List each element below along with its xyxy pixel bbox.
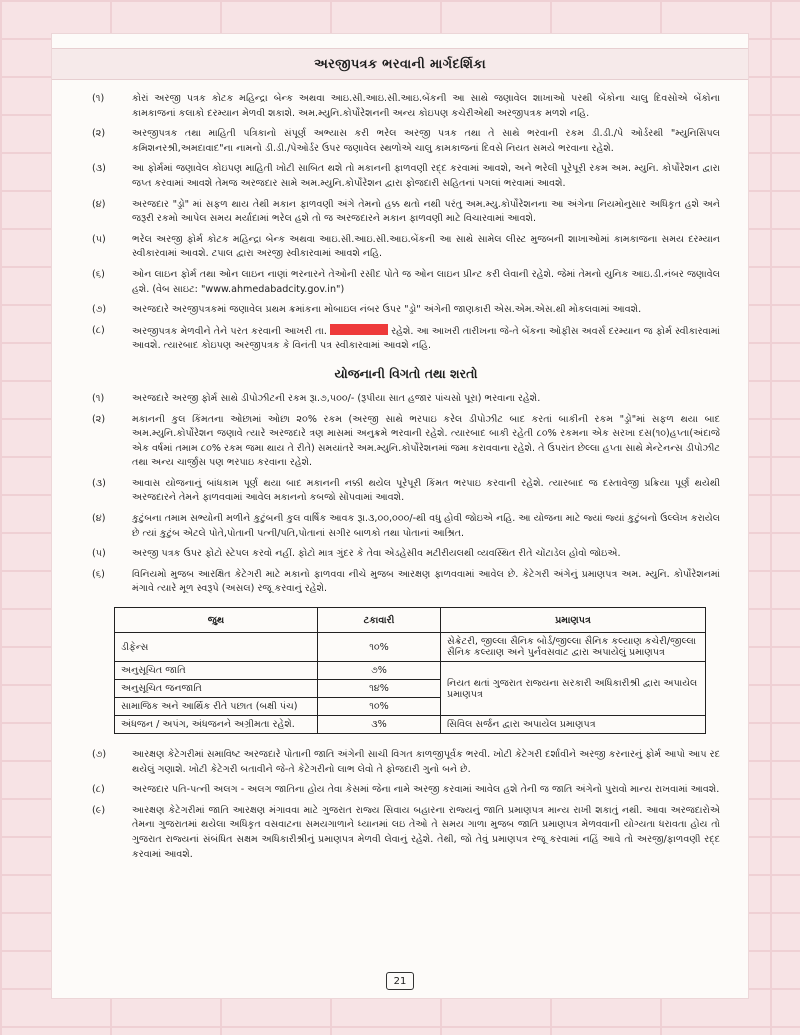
redaction-box	[330, 324, 388, 335]
document-sheet	[52, 34, 748, 998]
item-number: (૯)	[92, 804, 106, 816]
guidelines-list	[92, 92, 720, 318]
group-cell: સામાજિક અને આર્થિક રીતે પછાત (બક્ષી પંચ)	[115, 698, 318, 716]
condition-item	[92, 392, 720, 407]
condition-item	[92, 512, 720, 541]
table-header: ટકાવારી	[318, 608, 441, 633]
item-text: અરજદાર "ડ્રો" માં સફળ થાય તેથી મકાન ફાળવણી અંગે તેમનો હક્ક થતો નથી પરંતુ અમ.મ્યુ.કોર્પોરેશનના આ અંગેના નિયમોનુસાર અધિકૃત હશે અને જરૂરી રકમો આપેલ સમય મર્યાદામાં ભરેલ હશે તો જ અરજદારને મકાન ફાળવણી માટે વિચારવામાં આવશે.	[132, 198, 720, 225]
item-text: અરજદારે અરજીપત્રકમાં જણાવેલ પ્રથમ ક્રમાંકના મોબાઇલ નંબર ઉપર "ડ્રો" અંગેની જાણકારી એસ.એમ.એસ.થી મોકલવામાં આવશે.	[132, 304, 642, 316]
item-text: મકાનની કુલ કિંમતના ઓછામાં ઓછા ૨૦% રકમ (અરજી સાથે ભરપાઇ કરેલ ડીપોઝીટ બાદ કરતાં બાકીની રકમ "ડ્રો"માં સફળ થયા બાદ અમ.મ્યુનિ.કોર્પોરેશન જણાવે ત્યારે અરજદારે ત્રણ માસમાં અનુક્રમે ભરવાની રહેશે. ત્યારબાદ બાકી રહેતી ૮૦% રકમના એક સરખા દસ(૧૦)હપ્તા(અંદાજે એક વર્ષમાં તમામ ૮૦% રકમ જમા થાય તે રીતે) સમયાંતરે અમ.મ્યુનિ.કોર્પોરેશનમાં જમા કરાવવાના રહેશે. તે ઉપરાંત છેલ્લા હપ્તા સાથે મેન્ટેનન્સ ડીપોઝીટ તથા અન્ય ચાર્જીસ પણ ભરપાઇ કરવાના રહેશે.	[132, 413, 720, 469]
condition-item	[92, 783, 720, 798]
certificate-cell: સિવિલ સર્જન દ્વારા અપાયેલ પ્રમાણપત્ર	[441, 716, 706, 734]
item-text: અરજીપત્રક તથા માહિતી પત્રિકાનો સંપૂર્ણ અભ્યાસ કરી ભરેલ અરજી પત્રક તથા તે સાથે ભરવાની રકમ ડી.ડી./પે ઓર્ડરથી "મ્યુનિસિપલ કમિશનરશ્રી,અમદાવાદ"ના નામનો ડી.ડી./પેઓર્ડર ઉપર જણાવેલ સ્થળોએ ચાલુ કામકાજનાં દિવસે નિયત સમયે ભરવાના રહેશે.	[132, 128, 720, 154]
conditions-list-continued	[92, 748, 720, 862]
table-header: જુથ	[115, 608, 318, 633]
item-number: (૨)	[92, 128, 106, 140]
item-number: (૭)	[92, 749, 107, 761]
item-number: (૬)	[92, 568, 105, 580]
item-number: (૫)	[92, 548, 106, 560]
item-text: અરજી પત્રક ઉપર ફોટો સ્ટેપલ કરવો નહીં. ફોટો માત્ર ગુંદર કે તેવા એડહેસીવ મટીરીયલથી વ્યવસ્થિત રીતે ચોંટાડેલ હોવો જોઇએ.	[132, 548, 621, 560]
table-header: પ્રમાણપત્ર	[441, 608, 706, 633]
group-cell: ડીફેન્સ	[115, 633, 318, 662]
condition-item	[92, 477, 720, 506]
item8-text-before: અરજીપત્રક મેળવીને તેને પરત કરવાની આખરી તા.	[132, 325, 327, 337]
condition-item	[92, 804, 720, 862]
item-number: (૬)	[92, 268, 105, 280]
group-cell: અંધજન / અપંગ, અંધજનને અગ્રીમતા રહેશે.	[115, 716, 318, 734]
item-text: આરક્ષણ કેટેગરીમાં સમાવિષ્ટ અરજદારે પોતાની જાતિ અંગેની સાચી વિગત કાળજીપૂર્વક ભરવી. ખોટી કેટેગરી દર્શાવીને અરજી કરનારનું ફોર્મ આપો આપ રદ થયેલું ગણાશે. ખોટી કેટેગરી બતાવીને જે-તે કેટેગરીનો લાભ લેવો તે ફોજદારી ગુનો બને છે.	[132, 749, 720, 775]
percent-cell: ૧૪%	[318, 680, 441, 698]
guideline-item	[92, 198, 720, 227]
table-header-row	[115, 608, 706, 633]
item-number: (૧)	[92, 93, 105, 104]
table-row	[115, 633, 706, 662]
title-banner	[52, 48, 748, 80]
guideline-item	[92, 303, 720, 318]
certificate-cell: નિયત થતાં ગુજરાત રાજ્યના સરકારી અધિકારીશ્રી દ્વારા અપાયેલ પ્રમાણપત્ર	[441, 662, 706, 716]
item-number: (૫)	[92, 233, 106, 245]
condition-item	[92, 568, 720, 597]
guideline-item	[92, 162, 720, 191]
reservation-table	[114, 607, 706, 734]
guideline-item	[92, 268, 720, 297]
section-title: યોજનાની વિગતો તથા શરતો	[334, 365, 478, 381]
item-text: વિનિયમો મુજબ આરક્ષિત કેટેગરી માટે મકાનો ફાળવવા નીચે મુજબ આરક્ષણ ફાળવવામાં આવેલ છે. કેટેગરી અંગેનું પ્રમાણપત્ર અમ. મ્યુનિ. કોર્પોરેશનમાં મંગાવે ત્યારે મૂળ સ્વરૂપે (અસલ) રજૂ કરવાનું રહેશે.	[132, 568, 720, 595]
item-text: અરજદાર પતિ-પત્ની અલગ - અલગ જાતિના હોય તેવા કેસમાં જેના નામે અરજી કરવામાં આવેલ હશે તેની જ જાતિ અંગેનો પુરાવો માન્ય રાખવામાં આવશે.	[132, 784, 720, 796]
item-text: આરક્ષણ કેટેગરીમાં જાતિ આરક્ષણ મંગાવવા માટે ગુજરાત રાજ્ય સિવાય બહારના રાજ્યનું જાતિ પ્રમાણપત્ર માન્ય રાખી શકાતું નથી. આવા અરજદારોએ તેમના ગુજરાતમાં થયેલા અધિકૃત વસવાટના સમયગાળાને ધ્યાનમાં લઇ તેઓ તે સમય ગાળા મુજબ જાતિ પ્રમાણપત્ર મેળવવાની યોગ્યતા ધરાવતા હોય તો ગુજરાત રાજ્યનાં સંબંધિત સક્ષમ અધિકારીશ્રીનું પ્રમાણપત્ર મેળવી લેવાનું રહેશે. તેથી, જો તેવું પ્રમાણપત્ર રજૂ કરવામાં નહિં આવે તો અરજી/ફાળવણી રદ્દ કરવામાં આવશે.	[132, 804, 720, 860]
item-text	[132, 324, 720, 354]
item-number: (૮)	[92, 324, 105, 336]
item-text: આવાસ યોજનાનું બાંધકામ પૂર્ણ થયા બાદ મકાનની નક્કી થયેલ પૂરેપૂરી કિંમત ભરપાઇ કરવાની રહેશે. ત્યારબાદ જ દસ્તાવેજી પ્રક્રિયા પૂર્ણ થયેથી અરજદારને તેમને ફાળવવામાં આવેલ મકાનનો કબજો સોંપવામાં આવશે.	[132, 477, 720, 504]
percent-cell: ૧૦%	[318, 698, 441, 716]
percent-cell: ૧૦%	[318, 633, 441, 662]
group-cell: અનુસૂચિત જાતિ	[115, 662, 318, 680]
group-cell: અનુસૂચિત જનજાતિ	[115, 680, 318, 698]
item-number: (૨)	[92, 413, 106, 425]
item-number: (૪)	[92, 198, 106, 210]
condition-item	[92, 413, 720, 471]
guideline-item-8	[92, 324, 720, 354]
item-number: (૭)	[92, 304, 107, 316]
percent-cell: ૩%	[318, 716, 441, 734]
item-number: (૪)	[92, 513, 106, 525]
item8-text-after: રહેશે. આ આખરી તારીખના જે-તે બેંકના ઓફીસ અવર્સ દરમ્યાન જ ફોર્મ સ્વીકારવામાં આવશે. ત્યારબાદ કોઇપણ અરજીપત્રક કે વિનંતી પત્ર સ્વીકારવામાં આવશે નહિ.	[132, 325, 720, 352]
certificate-cell: સેક્રેટરી, જીલ્લા સૈનિક બોર્ડ/જીલ્લા સૈનિક કલ્યાણ કચેરી/જીલ્લા સૈનિક કલ્યાણ અને પુર્નવસવાટ દ્વારા અપાયેલું પ્રમાણપત્ર	[441, 633, 706, 662]
item-number: (૮)	[92, 784, 105, 796]
item-text: ભરેલ અરજી ફોર્મ કોટક મહિન્દ્રા બેન્ક અથવા આઇ.સી.આઇ.સી.આઇ.બેંકની આ સાથે સામેલ લીસ્ટ મુજબની શાખાઓમાં કામકાજના સમય દરમ્યાન સ્વીકારવામાં આવશે. ટપાલ દ્વારા અરજી સ્વીકારવામાં આવશે નહિ.	[132, 233, 720, 260]
condition-item	[92, 748, 720, 777]
document-content	[92, 92, 720, 868]
condition-item	[92, 547, 720, 562]
item-text: ઓન લાઇન ફોર્મ તથા ઓન લાઇન નાણાં ભરનારને તેઓની રસીદ પોતે જ ઓન લાઇન પ્રીન્ટ કરી લેવાની રહેશે. જેમાં તેમનો યુનિક આઇ.ડી.નંબર જણાવેલ હશે. (વેબ સાઇટ: "www.ahmedabadcity.gov.in")	[132, 268, 720, 295]
item-number: (૩)	[92, 163, 106, 175]
item-text: અરજદારે અરજી ફોર્મ સાથે ડીપોઝીટની રકમ રૂા.૭,૫૦૦/- (રૂપીયા સાત હજાર પાંચસો પૂરા) ભરવાના રહેશે.	[132, 392, 541, 404]
guideline-item	[92, 92, 720, 121]
guideline-item	[92, 127, 720, 156]
percent-cell: ૭%	[318, 662, 441, 680]
item-number: (૧)	[92, 392, 105, 404]
item-text: આ ફોર્મમાં જણાવેલ કોઇપણ માહિતી ખોટી સાબિત થશે તો મકાનની ફાળવણી રદ્દ કરવામાં આવશે, અને ભરેલી પૂરેપૂરી રકમ અમ. મ્યુનિ. કોર્પોરેશન દ્વારા જપ્ત કરવામાં આવશે તેમજ અરજદાર સામે અમ.મ્યુનિ.કોર્પોરેશન દ્વારા ફોજદારી સહિતનાં પગલાં ભરવામાં આવશે.	[132, 163, 720, 189]
table-row	[115, 716, 706, 734]
page-title: અરજીપત્રક ભરવાની માર્ગદર્શિકા	[314, 56, 486, 72]
guideline-item	[92, 233, 720, 262]
page-number: 21	[386, 972, 414, 990]
item-text: કુટુંબના તમામ સભ્યોની મળીને કુટુંબની કુલ વાર્ષિક આવક રૂા.૩,૦૦,૦૦૦/-થી વધુ હોવી જોઇએ નહિ. આ યોજના માટે જ્યાં જ્યાં કુટુંબનો ઉલ્લેખ કરાયેલ છે ત્યાં કુટુંબ એટલે પોતે,પોતાની પત્ની/પતિ,પોતાનાં સગીર બાળકો તથા પોતાનાં આશ્રિત.	[132, 513, 720, 539]
table-row	[115, 662, 706, 680]
item-number: (૩)	[92, 477, 106, 489]
item-text: કોરાં અરજી પત્રક કોટક મહિન્દ્રા બેન્ક અથવા આઇ.સી.આઇ.સી.આઇ.બેંકની આ સાથે જણાવેલ શાખાઓ પરથી બેંકોના ચાલુ દિવસોએ બેંકોના કામકાજનાં કલાકો દરમ્યાન મેળવી શકાશે. અમ.મ્યુનિ.કોર્પોરેશનની અન્ય કોઇપણ કચેરીએથી અરજીપત્રક મળશે નહિ.	[132, 93, 720, 119]
conditions-list	[92, 392, 720, 597]
